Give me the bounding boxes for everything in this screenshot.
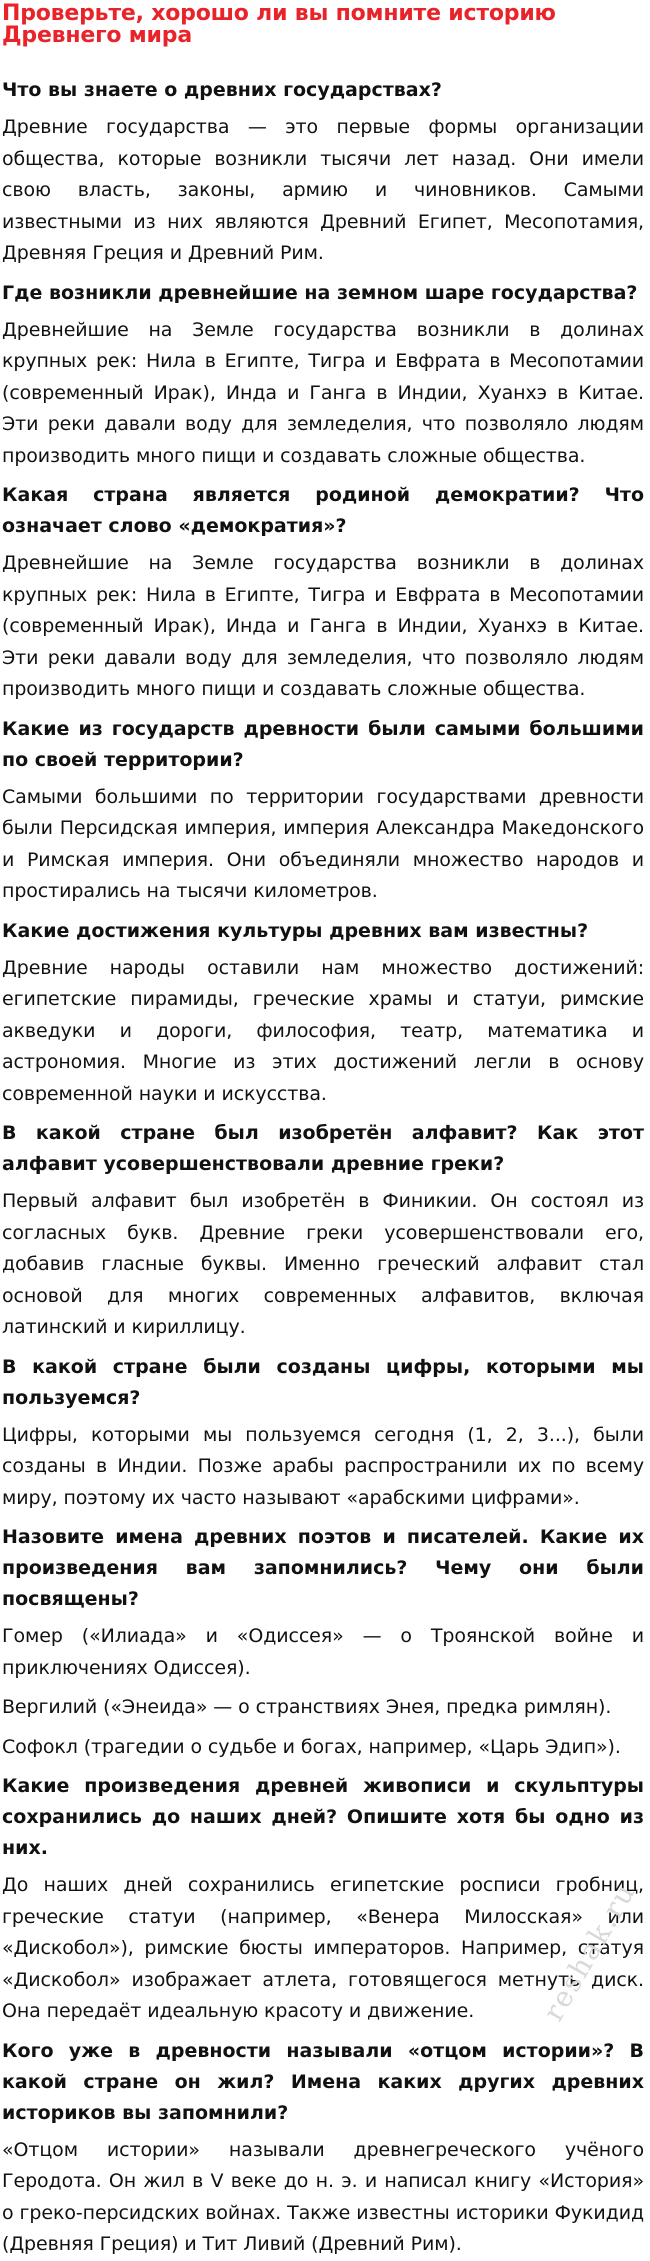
qa-block [2, 75, 644, 270]
qa-block [2, 1352, 644, 1515]
qa-block [2, 278, 644, 473]
answer: Софокл (трагедии о судьбе и богах, например, «Царь Эдип»). [2, 1735, 621, 1758]
answer: Древние народы оставили нам множество достижений: египетские пирамиды, греческие храмы и статуи, римские акведуки и дороги, философия, театр, математика и астрономия. Многие из этих достижений легли в основу современной науки и искусства. [2, 956, 644, 1105]
qa-block [2, 714, 644, 908]
question: Какие достижения культуры древних вам известны? [2, 919, 589, 942]
qa-list [0, 47, 650, 2261]
question: В какой стране были созданы цифры, которыми мы пользуемся? [2, 1355, 644, 1409]
qa-block [2, 916, 644, 1111]
answer: Первый алфавит был изобретён в Финикии. Он состоял из согласных букв. Древние греки усовершенствовали его, добавив гласные буквы. Именно греческий алфавит стал основой для многих современных алфавитов, включая латинский и кириллицу. [2, 1190, 644, 1338]
question: Какие произведения древней живописи и скульптуры сохранились до наших дней? Опишите хотя бы одно из них. [2, 1775, 644, 1859]
answer: Древнейшие на Земле государства возникли в долинах крупных рек: Нила в Египте, Тигра и Евфрата в Месопотамии (современный Ирак), Инда и Ганга в Индии, Хуанхэ в Китае. Эти реки давали воду для земледелия, что позволяло людям производить много пищи и создавать сложные общества. [2, 552, 644, 700]
question: Что вы знаете о древних государствах? [2, 79, 442, 101]
question: Назовите имена древних поэтов и писателей. Какие их произведения вам запомнились? Чему они были посвящены? [2, 1526, 644, 1610]
qa-block [2, 480, 644, 706]
answer: «Отцом истории» называли древнегреческого учёного Геродота. Он жил в V веке до н. э. и написал книгу «История» о греко-персидских войнах. Также известны историки Фукидид (Древняя Греция) и Тит Ливий (Древний Рим). [2, 2138, 644, 2255]
question: Какая страна является родиной демократии? Что означает слово «демократия»? [2, 484, 644, 537]
answer: Самыми большими по территории государствами древности были Персидская империя, империя Александра Македонского и Римская империя. Они объединяли множество народов и простирались на тысячи километров. [2, 785, 644, 902]
answer: Вергилий («Энеида» — о странствиях Энея, предка римлян). [2, 1696, 612, 1718]
qa-block [2, 1118, 644, 1344]
question: Какие из государств древности были самыми большими по своей территории? [2, 717, 644, 771]
answer: Гомер («Илиада» и «Одиссея» — о Троянской войне и приключениях Одиссея). [2, 1625, 644, 1679]
answer: Древние государства — это первые формы организации общества, которые возникли тысячи лет назад. Они имели свою власть, законы, армию и чиновников. Самыми известными из них являются Древний Египет, Месопотамия, Древняя Греция и Древний Рим. [2, 116, 644, 264]
question: Кого уже в древности называли «отцом истории»? В какой стране он жил? Имена каких других древних историков вы запомнили? [2, 2039, 644, 2124]
qa-block [2, 2036, 644, 2261]
page-title: Проверьте, хорошо ли вы помните историю Древнего мира [2, 1, 556, 48]
answer: До наших дней сохранились египетские росписи гробниц, греческие статуи (например, «Венера Милосская» или «Дискобол»), римские бюсты императоров. Например, статуя «Дискобол» изображает атлета, готовящегося метнуть диск. Она передаёт идеальную красоту и движение. [2, 1874, 644, 2022]
question: В какой стране был изобретён алфавит? Как этот алфавит усовершенствовали древние греки? [2, 1122, 644, 1175]
answer: Цифры, которыми мы пользуемся сегодня (1, 2, 3...), были созданы в Индии. Позже арабы распространили их по всему миру, поэтому их часто называют «арабскими цифрами». [2, 1423, 644, 1509]
watermark: reshak.ru [536, 1876, 642, 2027]
question: Где возникли древнейшие на земном шаре государства? [2, 281, 638, 304]
qa-block [2, 1522, 644, 1763]
answer: Древнейшие на Земле государства возникли в долинах крупных рек: Нила в Египте, Тигра и Евфрата в Месопотамии (современный Ирак), Инда и Ганга в Индии, Хуанхэ в Китае. Эти реки давали воду для земледелия, что позволяло людям производить много пищи и создавать сложные общества. [2, 318, 644, 467]
